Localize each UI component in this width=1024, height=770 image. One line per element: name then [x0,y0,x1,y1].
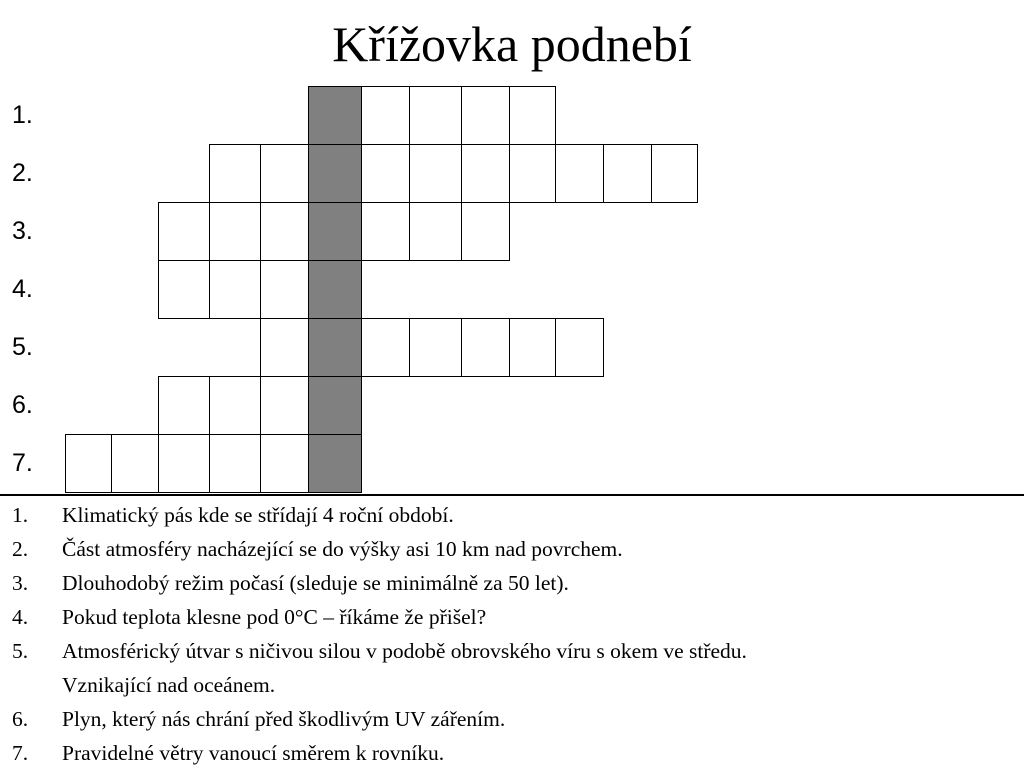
crossword-cell[interactable] [361,318,410,377]
clue-text: Dlouhodobý režim počasí (sleduje se minimálně za 50 let). [62,571,569,595]
row-number: 6. [12,391,33,419]
clue-number: 2. [12,537,29,561]
clue-text: Pravidelné větry vanoucí směrem k rovníku. [62,741,445,765]
row-number: 4. [12,275,33,303]
solution-cell[interactable] [308,376,362,435]
crossword-cell[interactable] [158,202,210,261]
crossword-cell[interactable] [409,202,462,261]
crossword-cell[interactable] [409,86,462,145]
crossword-cell[interactable] [260,260,309,319]
crossword-cell[interactable] [603,144,652,203]
crossword-cell[interactable] [260,144,309,203]
clue-text: Pokud teplota klesne pod 0°C – říkáme že přišel? [62,605,487,629]
crossword-cell[interactable] [111,434,159,493]
clue-text: Atmosférický útvar s ničivou silou v podobě obrovského víru s okem ve středu. [62,639,747,663]
row-number: 7. [12,449,33,477]
divider [0,494,1024,496]
crossword-cell[interactable] [361,202,410,261]
crossword-cell[interactable] [461,318,510,377]
clue-number: 4. [12,605,29,629]
solution-cell[interactable] [308,318,362,377]
crossword-cell[interactable] [260,434,309,493]
crossword-cell[interactable] [260,318,309,377]
crossword-cell[interactable] [409,144,462,203]
crossword-cell[interactable] [158,434,210,493]
solution-cell[interactable] [308,434,362,493]
crossword-cell[interactable] [209,376,261,435]
clue-text: Vznikající nad oceánem. [62,673,276,697]
clue-number: 3. [12,571,29,595]
row-number: 1. [12,101,33,129]
crossword-cell[interactable] [65,434,112,493]
row-number: 3. [12,217,33,245]
crossword-cell[interactable] [158,376,210,435]
crossword-cell[interactable] [555,144,604,203]
crossword-cell[interactable] [555,318,604,377]
crossword-cell[interactable] [461,202,510,261]
crossword-cell[interactable] [209,144,261,203]
crossword-cell[interactable] [509,318,556,377]
clue-number: 5. [12,639,29,663]
crossword-cell[interactable] [361,144,410,203]
clue-text: Klimatický pás kde se střídají 4 roční období. [62,503,454,527]
crossword-cell[interactable] [260,376,309,435]
clue-number: 7. [12,741,29,765]
crossword-cell[interactable] [209,434,261,493]
crossword-cell[interactable] [260,202,309,261]
crossword-cell[interactable] [461,144,510,203]
crossword-cell[interactable] [209,202,261,261]
solution-cell[interactable] [308,202,362,261]
crossword-cell[interactable] [461,86,510,145]
crossword-cell[interactable] [509,86,556,145]
page-title: Křížovka podnebí [332,16,692,72]
row-number: 5. [12,333,33,361]
row-number: 2. [12,159,33,187]
solution-cell[interactable] [308,260,362,319]
crossword-cell[interactable] [409,318,462,377]
crossword-cell[interactable] [158,260,210,319]
clue-number: 6. [12,707,29,731]
solution-cell[interactable] [308,86,362,145]
crossword-cell[interactable] [361,86,410,145]
crossword-cell[interactable] [651,144,698,203]
crossword-cell[interactable] [509,144,556,203]
clue-text: Plyn, který nás chrání před škodlivým UV zářením. [62,707,506,731]
crossword-cell[interactable] [209,260,261,319]
clue-text: Část atmosféry nacházející se do výšky asi 10 km nad povrchem. [62,537,623,561]
clue-number: 1. [12,503,29,527]
solution-cell[interactable] [308,144,362,203]
